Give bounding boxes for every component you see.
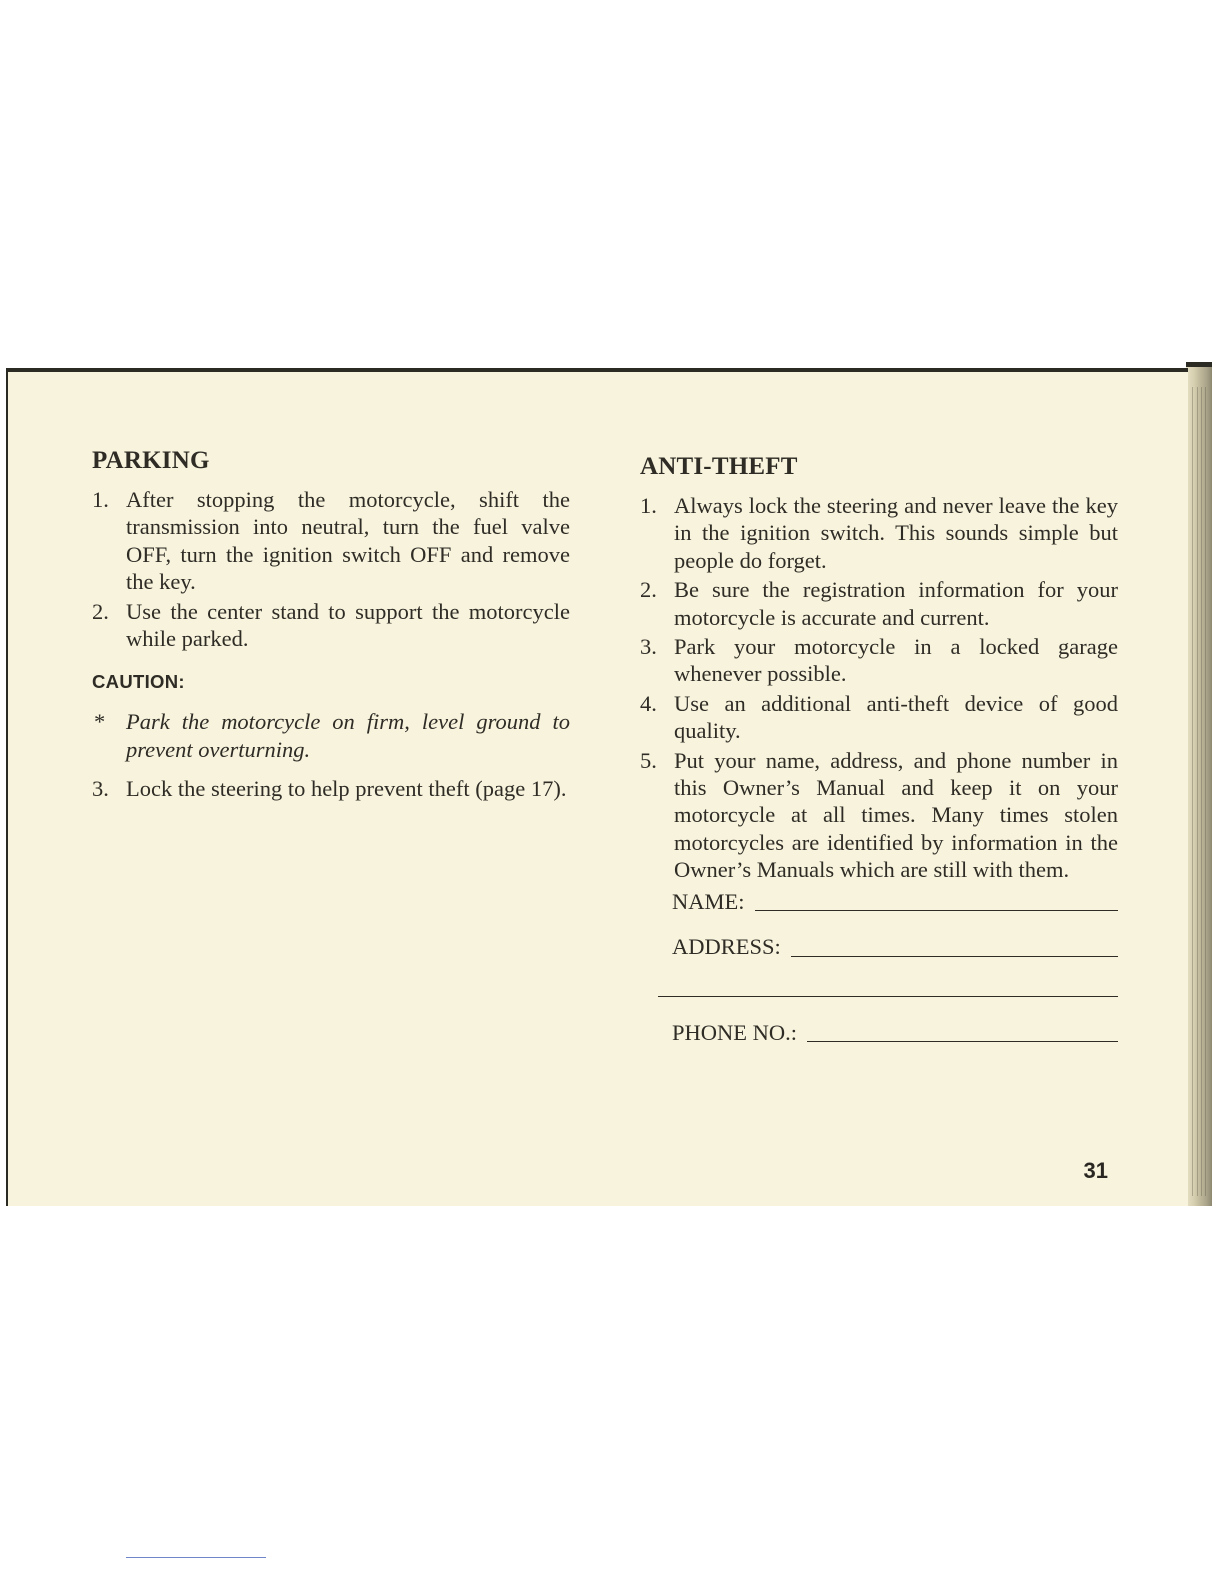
item-number: 1. — [640, 493, 657, 518]
address-label: ADDRESS: — [672, 934, 781, 960]
anti-theft-section — [640, 452, 1118, 1046]
list-item — [92, 775, 570, 802]
caution-note — [92, 708, 570, 763]
name-label: NAME: — [672, 888, 745, 914]
phone-field[interactable] — [672, 1019, 1118, 1046]
item-text: Lock the steering to help prevent theft (page 17). — [126, 776, 567, 802]
item-number: 2. — [92, 598, 109, 624]
item-text: Put your name, address, and phone number in this Owner’s Manual and keep it on your motorcycle at all times. Many times stolen motorcycles are identified by information in the Owner’s Manuals which are still with them. — [674, 747, 1118, 883]
list-item — [640, 576, 1118, 631]
item-text: Be sure the registration information for your motorcycle is accurate and current. — [674, 577, 1118, 630]
caution-text: Park the motorcycle on firm, level ground to prevent overturning. — [126, 709, 570, 762]
item-number: 1. — [92, 487, 109, 512]
parking-list-continued — [92, 775, 570, 802]
list-item — [92, 486, 570, 596]
list-item — [640, 633, 1118, 688]
parking-heading: PARKING — [92, 447, 210, 474]
address-blank[interactable] — [791, 936, 1118, 957]
address-second-line[interactable] — [658, 995, 1118, 997]
caution-label: CAUTION: — [92, 671, 185, 693]
parking-section — [92, 446, 570, 803]
item-text: Use an additional anti-theft device of good quality. — [674, 690, 1118, 744]
phone-label: PHONE NO.: — [672, 1019, 798, 1045]
name-blank[interactable] — [755, 890, 1119, 911]
item-text: Use the center stand to support the motorcycle while parked. — [126, 598, 570, 652]
anti-theft-list — [640, 492, 1118, 884]
list-item — [640, 492, 1118, 574]
list-item — [640, 747, 1118, 884]
manual-page — [6, 368, 1188, 1206]
name-field[interactable] — [672, 888, 1118, 915]
item-number: 3. — [640, 634, 657, 660]
page-edge — [1186, 362, 1212, 1206]
item-text: Always lock the steering and never leave the key in the ignition switch. This sounds simple but people do forget. — [674, 493, 1118, 573]
item-number: 3. — [92, 776, 109, 802]
item-text: After stopping the motorcycle, shift the transmission into neutral, turn the fuel valve OFF, turn the ignition switch OFF and remove the key. — [126, 487, 570, 595]
item-number: 2. — [640, 577, 657, 603]
parking-list — [92, 486, 570, 652]
list-item — [640, 690, 1118, 745]
item-number: 4. — [640, 690, 657, 716]
bottom-rule — [126, 1557, 266, 1558]
item-number: 5. — [640, 747, 657, 773]
list-item — [92, 598, 570, 653]
page-number: 31 — [1083, 1158, 1108, 1183]
item-text: Park your motorcycle in a locked garage whenever possible. — [674, 634, 1118, 687]
anti-theft-heading: ANTI-THEFT — [640, 453, 798, 480]
phone-blank[interactable] — [807, 1021, 1118, 1042]
asterisk-bullet: * — [94, 709, 106, 735]
address-field[interactable] — [672, 933, 1118, 960]
